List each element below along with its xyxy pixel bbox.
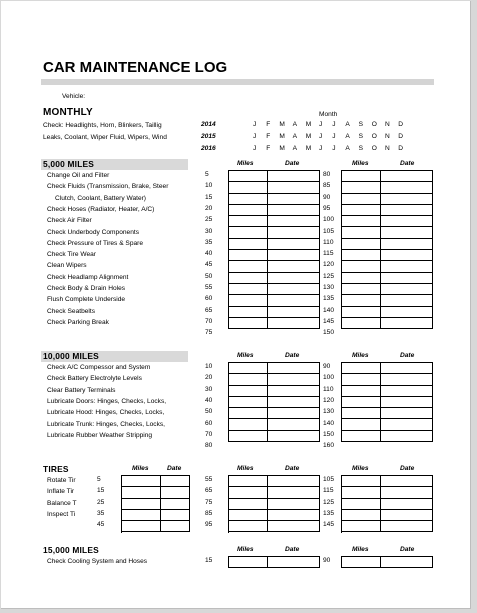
task-label: Lubricate Rubber Weather Stripping [47,431,153,439]
date-cell[interactable] [268,205,320,216]
year-label: 2014 [201,121,216,128]
miles-col-header: Miles [352,352,369,359]
miles-cell[interactable] [122,476,161,487]
date-cell[interactable] [381,386,433,397]
date-cell[interactable] [268,307,320,318]
s10000-heading: 10,000 MILES [43,351,99,361]
month-letter[interactable]: M [279,121,285,128]
miles-cell[interactable] [229,397,268,408]
miles-cell[interactable] [229,261,268,272]
date-col-header: Date [285,546,300,553]
mileage-value: 85 [323,182,331,190]
mileage-value: 115 [323,487,334,495]
miles-cell[interactable] [229,363,268,374]
month-letter[interactable]: N [385,145,390,152]
month-letter[interactable]: S [358,133,363,140]
miles-cell[interactable] [342,408,381,419]
mileage-value: 20 [205,374,213,382]
date-cell[interactable] [381,510,433,521]
date-cell[interactable] [268,510,320,521]
mileage-value: 25 [97,498,105,506]
page-title: CAR MAINTENANCE LOG [43,59,228,76]
date-cell[interactable] [381,216,433,227]
date-col-header: Date [400,352,415,359]
miles-cell[interactable] [229,227,268,238]
miles-cell[interactable] [342,239,381,250]
month-letter[interactable]: J [332,121,336,128]
tire-task-label: Inflate Tir [47,488,75,496]
log-grid-right[interactable] [341,362,433,442]
mileage-value: 75 [205,498,213,506]
date-cell[interactable] [161,521,190,532]
task-label: Check Hoses (Radiator, Heater, A/C) [47,205,155,213]
date-cell[interactable] [268,194,320,205]
mileage-value: 140 [323,306,335,314]
date-cell[interactable] [381,557,433,568]
miles-cell[interactable] [342,216,381,227]
task-label: Check Tire Wear [47,251,96,259]
miles-cell[interactable] [229,250,268,261]
month-letter[interactable]: J [319,145,323,152]
miles-cell[interactable] [342,227,381,238]
month-letter[interactable]: A [292,133,297,140]
month-letter[interactable]: S [358,145,363,152]
year-label: 2016 [201,145,216,152]
date-cell[interactable] [381,182,433,193]
mileage-value: 25 [205,216,213,224]
date-col-header: Date [400,546,415,553]
mileage-value: 105 [323,227,335,235]
miles-cell[interactable] [342,487,381,498]
mileage-value: 20 [205,204,213,212]
miles-cell[interactable] [342,194,381,205]
date-cell[interactable] [161,476,190,487]
miles-cell[interactable] [229,499,268,510]
date-cell[interactable] [268,397,320,408]
mileage-value: 30 [205,385,213,393]
task-label: Clear Battery Terminals [47,386,116,394]
mileage-value: 40 [205,250,213,258]
s15000-heading: 15,000 MILES [43,545,99,555]
miles-cell[interactable] [342,499,381,510]
mileage-value: 145 [323,521,335,529]
mileage-value: 90 [323,193,331,201]
date-cell[interactable] [381,239,433,250]
miles-cell[interactable] [122,499,161,510]
month-letter[interactable]: F [266,145,271,152]
monthly-heading: MONTHLY [43,107,93,118]
month-letter[interactable]: N [385,133,390,140]
miles-cell[interactable] [342,419,381,430]
miles-cell[interactable] [342,557,381,568]
mileage-value: 65 [205,487,213,495]
mileage-value: 130 [323,408,335,416]
task-label: Check Battery Electrolyte Levels [47,375,142,383]
month-letter[interactable]: A [292,145,297,152]
mileage-value: 45 [205,261,213,269]
miles-cell[interactable] [342,397,381,408]
date-cell[interactable] [381,419,433,430]
month-letter[interactable]: A [345,133,350,140]
miles-cell[interactable] [122,521,161,532]
mileage-value: 70 [205,317,213,325]
date-col-header: Date [400,465,415,472]
miles-cell[interactable] [229,408,268,419]
monthly-check-text: Leaks, Coolant, Wiper Fluid, Wipers, Wind [43,134,167,141]
task-label: Check Cooling System and Hoses [47,558,148,565]
miles-cell[interactable] [342,510,381,521]
log-grid-left[interactable] [228,170,320,329]
miles-cell[interactable] [122,487,161,498]
mileage-value: 100 [323,216,335,224]
miles-cell[interactable] [342,307,381,318]
date-cell[interactable] [381,273,433,284]
date-col-header: Date [167,465,182,472]
miles-cell[interactable] [342,261,381,272]
miles-col-header: Miles [237,465,254,472]
miles-cell[interactable] [342,476,381,487]
miles-cell[interactable] [342,295,381,306]
month-letter[interactable]: M [305,133,312,140]
date-cell[interactable] [381,227,433,238]
log-grid-left[interactable] [228,556,320,568]
date-cell[interactable] [161,487,190,498]
task-label: Check Headlamp Alignment [47,273,129,281]
mileage-value: 160 [323,442,335,450]
date-cell[interactable] [381,284,433,295]
date-cell[interactable] [381,261,433,272]
tires-heading: TIRES [43,464,69,474]
date-cell[interactable] [268,499,320,510]
month-label: Month [319,111,338,118]
task-label: Check Air Filter [47,217,92,225]
mileage-value: 90 [323,557,331,564]
date-cell[interactable] [381,171,433,182]
task-label: Lubricate Doors: Hinges, Checks, Locks, [47,397,167,405]
mileage-value: 15 [205,193,213,201]
month-letter[interactable]: O [371,121,377,128]
task-label: Check Body & Drain Holes [47,285,126,292]
mileage-value: 55 [205,284,213,291]
date-cell[interactable] [268,250,320,261]
mileage-value: 80 [323,171,331,178]
month-letter[interactable]: A [292,121,297,128]
mileage-value: 70 [205,430,213,438]
miles-cell[interactable] [229,374,268,385]
mileage-value: 30 [205,227,213,235]
task-label: Check Pressure of Tires & Spare [47,239,144,247]
log-page [1,1,471,609]
mileage-value: 65 [205,306,213,314]
vehicle-label: Vehicle: [62,93,86,100]
miles-cell[interactable] [342,250,381,261]
date-cell[interactable] [381,205,433,216]
log-grid-right[interactable] [341,556,433,568]
date-col-header: Date [285,160,300,167]
month-letter[interactable]: J [253,121,257,128]
miles-cell[interactable] [229,487,268,498]
miles-cell[interactable] [229,386,268,397]
mileage-value: 55 [205,476,213,483]
mileage-value: 105 [323,476,335,483]
date-cell[interactable] [381,307,433,318]
date-cell[interactable] [268,557,320,568]
mileage-value: 50 [205,272,213,280]
mileage-value: 125 [323,498,335,506]
date-cell[interactable] [381,363,433,374]
miles-cell[interactable] [229,273,268,284]
mileage-value: 125 [323,272,335,280]
mileage-value: 5 [97,476,101,483]
miles-cell[interactable] [342,318,381,329]
date-cell[interactable] [381,499,433,510]
miles-cell[interactable] [229,431,268,442]
month-letter[interactable]: J [319,121,323,128]
date-cell[interactable] [268,227,320,238]
month-letter[interactable]: O [371,133,377,140]
date-cell[interactable] [268,431,320,442]
month-letter[interactable]: O [371,145,377,152]
tire-task-label: Inspect Ti [47,510,76,518]
date-col-header: Date [285,465,300,472]
tire-task-label: Rotate Tir [47,477,76,484]
log-grid-left[interactable] [228,362,320,442]
mileage-value: 15 [97,487,105,495]
miles-cell[interactable] [342,386,381,397]
date-cell[interactable] [381,431,433,442]
task-label: Flush Complete Underside [47,296,126,304]
monthly-check-text: Check: Headlights, Horn, Blinkers, Taillig [43,122,162,129]
mileage-value: 100 [323,374,335,382]
miles-cell[interactable] [342,182,381,193]
miles-col-header: Miles [237,160,254,167]
month-letter[interactable]: M [279,145,285,152]
date-cell[interactable] [381,295,433,306]
miles-cell[interactable] [342,521,381,532]
miles-col-header: Miles [352,546,369,553]
mileage-value: 145 [323,317,335,325]
mileage-value: 110 [323,385,334,393]
task-label: Check Parking Break [47,318,109,326]
date-cell[interactable] [381,521,433,532]
date-cell[interactable] [268,374,320,385]
date-cell[interactable] [268,521,320,532]
date-cell[interactable] [268,295,320,306]
mileage-value: 40 [205,396,213,404]
miles-cell[interactable] [342,284,381,295]
date-col-header: Date [285,352,300,359]
mileage-value: 95 [205,521,213,529]
mileage-value: 110 [323,238,334,246]
month-letter[interactable]: M [305,121,312,128]
month-letter[interactable]: N [385,121,390,128]
miles-cell[interactable] [229,182,268,193]
date-cell[interactable] [268,386,320,397]
date-cell[interactable] [161,510,190,521]
miles-cell[interactable] [229,194,268,205]
log-grid-right[interactable] [341,170,433,329]
date-cell[interactable] [381,476,433,487]
mileage-value: 15 [205,557,213,564]
task-label: Check Fluids (Transmission, Brake, Steer [47,183,169,191]
month-letter[interactable]: J [332,145,336,152]
mileage-value: 80 [205,442,213,450]
date-cell[interactable] [268,487,320,498]
date-cell[interactable] [268,318,320,329]
date-cell[interactable] [381,318,433,329]
miles-cell[interactable] [229,205,268,216]
month-letter[interactable]: J [253,133,257,140]
date-col-header: Date [400,160,415,167]
date-cell[interactable] [268,171,320,182]
mileage-value: 60 [205,419,213,427]
date-cell[interactable] [268,476,320,487]
mileage-value: 95 [323,204,331,212]
month-letter[interactable]: S [358,121,363,128]
date-cell[interactable] [268,284,320,295]
miles-col-header: Miles [352,465,369,472]
mileage-value: 115 [323,250,334,258]
mileage-value: 35 [205,238,213,246]
month-letter[interactable]: M [279,133,285,140]
miles-cell[interactable] [229,239,268,250]
date-cell[interactable] [268,261,320,272]
task-label: Check Underbody Components [47,228,139,236]
miles-cell[interactable] [229,307,268,318]
month-letter[interactable]: D [398,145,403,152]
date-cell[interactable] [381,250,433,261]
mileage-value: 10 [205,363,213,370]
mileage-value: 10 [205,182,213,190]
tire-grid-c[interactable] [341,475,433,533]
date-cell[interactable] [268,273,320,284]
task-label: Clean Wipers [47,262,87,270]
tire-task-label: Balance T [47,499,77,507]
miles-cell[interactable] [122,510,161,521]
mileage-value: 130 [323,284,335,291]
mileage-value: 75 [205,329,213,337]
miles-cell[interactable] [342,205,381,216]
miles-cell[interactable] [229,419,268,430]
task-label: Lubricate Hood: Hinges, Checks, Locks, [47,409,165,417]
date-cell[interactable] [381,487,433,498]
date-cell[interactable] [268,182,320,193]
mileage-value: 50 [205,408,213,416]
date-cell[interactable] [268,363,320,374]
mileage-value: 5 [205,171,209,178]
miles-cell[interactable] [229,295,268,306]
miles-cell[interactable] [342,374,381,385]
mileage-value: 120 [323,396,335,404]
month-letter[interactable]: F [266,133,271,140]
mileage-value: 135 [323,509,335,517]
date-cell[interactable] [381,194,433,205]
miles-cell[interactable] [229,521,268,532]
task-label: Check Seatbelts [47,307,96,315]
title-rule [41,79,434,85]
miles-cell[interactable] [229,284,268,295]
date-cell[interactable] [268,408,320,419]
month-letter[interactable]: D [398,133,403,140]
s5000-heading: 5,000 MILES [43,159,95,169]
date-cell[interactable] [381,374,433,385]
miles-cell[interactable] [229,216,268,227]
miles-col-header: Miles [352,160,369,167]
mileage-value: 150 [323,329,335,337]
mileage-value: 90 [323,363,331,370]
task-label: Lubricate Trunk: Hinges, Checks, Locks, [47,420,166,428]
mileage-value: 120 [323,261,335,269]
task-label: Change Oil and Filter [47,172,110,179]
miles-cell[interactable] [342,363,381,374]
mileage-value: 45 [97,521,105,529]
month-letter[interactable]: J [253,145,257,152]
mileage-value: 140 [323,419,335,427]
date-cell[interactable] [381,397,433,408]
date-cell[interactable] [268,239,320,250]
date-cell[interactable] [161,499,190,510]
miles-cell[interactable] [229,557,268,568]
mileage-value: 85 [205,509,213,517]
mileage-value: 60 [205,295,213,303]
miles-cell[interactable] [342,273,381,284]
tire-grid-a[interactable] [121,475,190,533]
month-letter[interactable]: A [345,145,350,152]
miles-cell[interactable] [229,510,268,521]
miles-cell[interactable] [342,171,381,182]
miles-cell[interactable] [229,171,268,182]
mileage-value: 150 [323,430,335,438]
month-letter[interactable]: D [398,121,403,128]
date-cell[interactable] [381,408,433,419]
miles-cell[interactable] [229,476,268,487]
task-label: Check A/C Compessor and System [47,364,151,371]
date-cell[interactable] [268,419,320,430]
miles-col-header: Miles [237,352,254,359]
month-letter[interactable]: M [305,145,312,152]
mileage-value: 135 [323,295,335,303]
miles-cell[interactable] [229,318,268,329]
date-cell[interactable] [268,216,320,227]
month-letter[interactable]: J [332,133,336,140]
mileage-value: 35 [97,509,105,517]
month-letter[interactable]: A [345,121,350,128]
month-letter[interactable]: F [266,121,271,128]
miles-cell[interactable] [342,431,381,442]
month-letter[interactable]: J [319,133,323,140]
year-label: 2015 [201,133,216,140]
miles-col-header: Miles [237,546,254,553]
tire-grid-b[interactable] [228,475,320,533]
miles-col-header: Miles [132,465,149,472]
task-label: Clutch, Coolant, Battery Water) [55,194,147,202]
